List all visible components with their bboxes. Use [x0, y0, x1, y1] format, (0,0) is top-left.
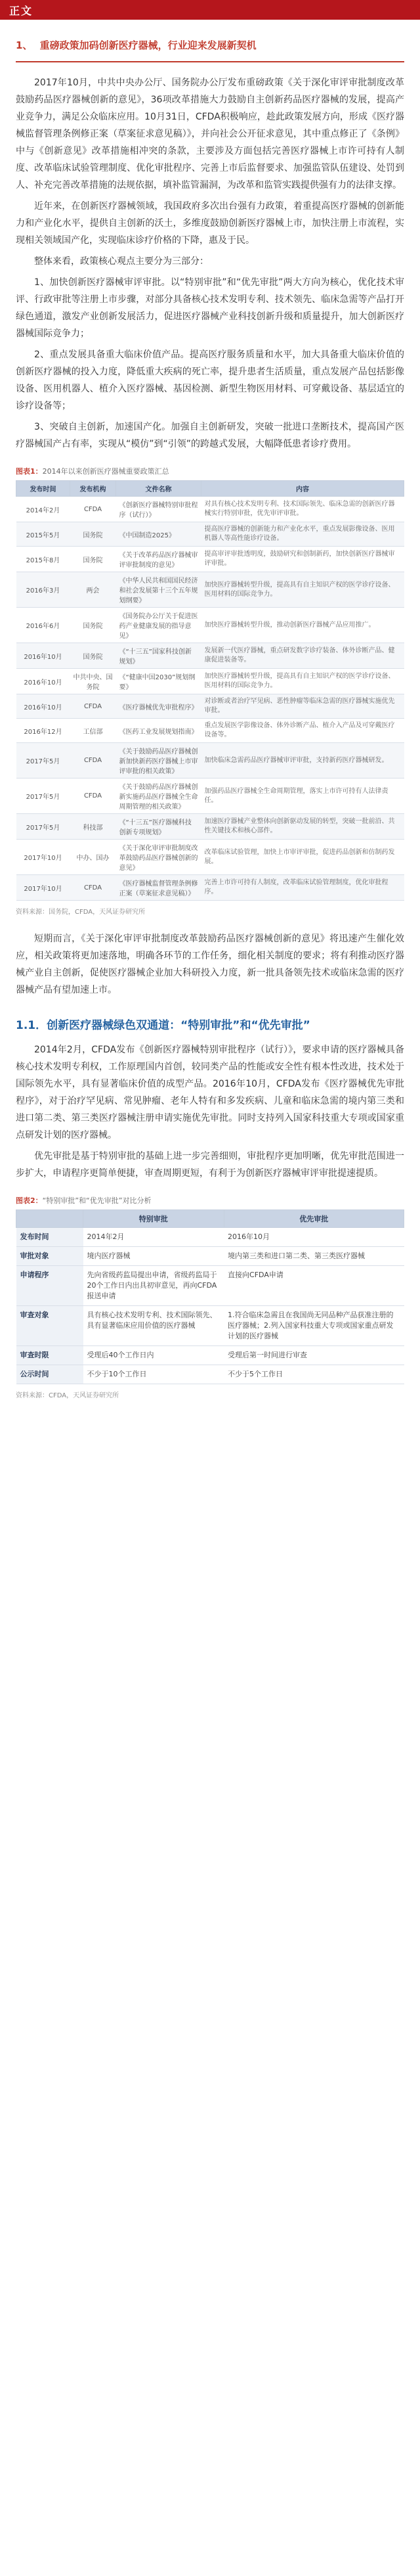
- table-row: [16, 1306, 404, 1346]
- figure-label: 图表2：: [16, 1196, 43, 1205]
- row-header-cell: 申请程序: [16, 1266, 83, 1306]
- table-row: [16, 669, 404, 694]
- table-cell: 境内医疗器械: [83, 1247, 224, 1266]
- table-cell: 《医疗器械监督管理条例修正案（草案征求意见稿）》: [116, 875, 201, 901]
- table-cell: 《中国制造2025》: [116, 522, 201, 547]
- table-cell: 《医疗器械优先审批程序》: [116, 694, 201, 719]
- figure-title: “特别审批”和“优先审批”对比分析: [42, 1196, 152, 1205]
- table-cell: 《国务院办公厅关于促进医药产业健康发展的指导意见》: [116, 608, 201, 643]
- comparison-table: [16, 1209, 404, 1384]
- table-cell: 国务院: [70, 643, 116, 669]
- table-cell: 《关于深化审评审批制度改革鼓励药品医疗器械创新的意见》: [116, 840, 201, 875]
- table-header: 内容: [201, 481, 404, 497]
- table-cell: 加速医疗器械产业整体向创新驱动发展的转型，突破一批前沿、共性关键技术和核心部件。: [201, 814, 404, 840]
- table-row: [16, 694, 404, 719]
- paragraph: 1、加快创新医疗器械审评审批。以“特别审批”和“优先审批”两大方向为核心，优化技术审评、行政审批等注册上市步骤，对部分具备核心技术发明专利、技术领先、临床急需等产品打开绿色通道，激发产业创新发展活力，促进医疗器械产业科技创新升级和质量提升，加大创新医疗器械国际竞争力；: [16, 277, 404, 339]
- table-cell: 加快医疗器械转型升级，提高具有自主知识产权的医学诊疗设备、医用材料的国际竞争力。: [201, 572, 404, 608]
- table-cell: CFDA: [70, 875, 116, 901]
- table-cell: 2017年5月: [16, 814, 70, 840]
- table-cell: 先向省级药监局提出申请，省级药监局于20个工作日内出具初审意见，再向CFDA报送申请: [83, 1266, 224, 1306]
- table-cell: CFDA: [70, 743, 116, 779]
- table-cell: 2015年8月: [16, 547, 70, 572]
- paragraph: 整体来看，政策核心观点主要分为三部分：: [34, 256, 209, 267]
- table-cell: 2016年10月: [16, 694, 70, 719]
- paragraph: 2、重点发展具备重大临床价值产品。提高医疗服务质量和水平，加大具备重大临床价值的创新医疗器械的投入力度，降低重大疾病的死亡率，提升患者生活质量，重点发展产品包括影像设备、医用机器人、植介入医疗器械、基因检测、新型生物医用材料、可穿戴设备、基层适宜的诊疗设备等；: [16, 350, 404, 411]
- table-cell: 2016年10月: [16, 643, 70, 669]
- section-divider: [16, 61, 404, 62]
- row-header-cell: 审批对象: [16, 1247, 83, 1266]
- table-cell: 《医药工业发展规划指南》: [116, 719, 201, 743]
- table-cell: 国务院: [70, 522, 116, 547]
- table-row: [16, 875, 404, 901]
- table-cell: 中共中央、国务院: [70, 669, 116, 694]
- table-row: [16, 522, 404, 547]
- paragraph: 短期而言，《关于深化审评审批制度改革鼓励药品医疗器械创新的意见》将迅速产生催化效应，相关政策将更加速落地，明确各环节的工作任务，细化相关制度的要求；将有利推动医疗器械产业自主创新，促使医疗器械企业加大科研投入力度，新一批具备领先技术或临床急需的医疗器械产品有望加速上市。: [16, 934, 404, 995]
- paragraph: 3、突破自主创新，加速国产化。加强自主创新研发，突破一批进口垄断技术，提高国产医疗器械国产占有率，实现从“模仿”到“引领”的跨越式发展，大幅降低患者诊疗费用。: [16, 422, 404, 449]
- table-row: [16, 1228, 404, 1247]
- table-cell: 2016年6月: [16, 608, 70, 643]
- table-cell: CFDA: [70, 497, 116, 522]
- table-row: [16, 1247, 404, 1266]
- table-cell: 2016年10月: [224, 1228, 404, 1247]
- row-header-cell: 审查对象: [16, 1306, 83, 1346]
- table-cell: 加强药品医疗器械全生命周期管理，落实上市许可持有人法律责任。: [201, 779, 404, 814]
- table-row: [16, 840, 404, 875]
- table-row: [16, 608, 404, 643]
- summary-block: [16, 930, 404, 999]
- figure-2-source: 资料来源：CFDA，天风证券研究所: [16, 1392, 119, 1399]
- table-header: 文件名称: [116, 481, 201, 497]
- table-cell: 加快医疗器械转型升级，提高具有自主知识产权的医学诊疗设备、医用材料的国际竞争力。: [201, 669, 404, 694]
- table-cell: 2016年3月: [16, 572, 70, 608]
- row-header-cell: 公示时间: [16, 1365, 83, 1384]
- table-row: [16, 779, 404, 814]
- paragraph: 2017年10月，中共中央办公厅、国务院办公厅发布重磅政策《关于深化审评审批制度改革鼓励药品医疗器械创新的意见》，36项改革措施大力鼓励自主创新药品医疗器械的发展，提高产业竞争力，满足公众临床应用。10月31日，CFDA积极响应，趁此政策发展方向，形成《医疗器械监督管理条例修正案（草案征求意见稿）》，并向社会公开征求意见，其中重点修正了《条例》中与《创新意见》改革措施相冲突的条款，主要涉及方面包括完善医疗器械上市许可持有人制度、改革临床试验管理制度、优化审批程序、完善上市后监督要求、加强监管队伍建设、处罚到人、补充完善改革措施的法规依据，填补监管漏洞，为改革和监管实践提供强有力的法律支撑。: [16, 78, 404, 191]
- table-cell: 2017年10月: [16, 875, 70, 901]
- table-cell: 提高医疗器械的创新能力和产业化水平，重点发展影像设备、医用机器人等高性能诊疗设备。: [201, 522, 404, 547]
- policy-table: [16, 480, 404, 901]
- row-header-cell: 发布时间: [16, 1228, 83, 1247]
- subsection-1-1-title: 1.1．创新医疗器械绿色双通道：“特别审批”和“优先审批”: [16, 1019, 310, 1032]
- table-cell: 工信部: [70, 719, 116, 743]
- table-cell: 不少于10个工作日: [83, 1365, 224, 1384]
- table-cell: 国务院: [70, 608, 116, 643]
- table-cell: 1.符合临床急需且在我国尚无同品种产品获准注册的医疗器械；2.列入国家科技重大专项或国家重点研发计划的医疗器械: [224, 1306, 404, 1346]
- table-cell: 受理后第一时间进行审查: [224, 1346, 404, 1365]
- table-cell: 2014年2月: [83, 1228, 224, 1247]
- table-cell: 改革临床试验管理，加快上市审评审批，促进药品创新和仿制药发展。: [201, 840, 404, 875]
- figure-1-caption: [16, 466, 404, 476]
- paragraph: 2014年2月，CFDA发布《创新医疗器械特别审批程序（试行）》，要求申请的医疗器械具备核心技术发明专利权，工作原理国内首创，较同类产品的性能或安全性有根本性改进，技术处于国际领先水平，具有显著临床价值的成型产品。2016年10月，CFDA发布《医疗器械优先审批程序》，对于治疗罕见病、常见肿瘤、老年人特有和多发疾病、儿童和临床急需的境内第三类和进口第二类、第三类医疗器械注册申请实施优先审批。同时支持列入国家科技重大专项或国家重点研发计划的医疗器械。: [16, 1045, 404, 1141]
- table-cell: 加快临床急需药品医疗器械审评审批，支持新药医疗器械研发。: [201, 743, 404, 779]
- table-cell: 2014年2月: [16, 497, 70, 522]
- table-cell: 《关于鼓励药品医疗器械创新加快新药医疗器械上市审评审批的相关政策》: [116, 743, 201, 779]
- section-1-body: [16, 74, 404, 453]
- table-cell: 受理后40个工作日内: [83, 1346, 224, 1365]
- paragraph: 近年来，在创新医疗器械领域，我国政府多次出台强有力政策，着重提高医疗器械的创新能力和产业化水平，提供自主创新的沃土，多维度鼓励创新医疗器械上市，加快注册上市流程，实现相关领域国产化，实现临床诊疗价格的下降，惠及于民。: [16, 201, 404, 246]
- table-cell: 2017年5月: [16, 779, 70, 814]
- table-cell: 国务院: [70, 547, 116, 572]
- table-cell: 两会: [70, 572, 116, 608]
- table-cell: 《“十三五”医疗器械科技创新专项规划》: [116, 814, 201, 840]
- table-cell: CFDA: [70, 694, 116, 719]
- table-cell: 发展新一代医疗器械，重点研发数字诊疗装备、体外诊断产品、健康促进装备等。: [201, 643, 404, 669]
- table-cell: 提高审评审批透明度，鼓励研究和创制新药，加快创新医疗器械审评审批。: [201, 547, 404, 572]
- section-title-text: 重磅政策加码创新医疗器械，行业迎来发展新契机: [39, 39, 257, 51]
- row-header-cell: 审查时限: [16, 1346, 83, 1365]
- table-row: [16, 743, 404, 779]
- table-cell: 对诊断或者治疗罕见病、恶性肿瘤等临床急需的医疗器械实施优先审批。: [201, 694, 404, 719]
- subsection-1-1-body: [16, 1041, 404, 1182]
- figure-1-source: 资料来源：国务院，CFDA，天风证券研究所: [16, 909, 146, 916]
- banner-tag: 正文: [9, 4, 33, 17]
- table-header: 发布时间: [16, 481, 70, 497]
- table-cell: 不少于5个工作日: [224, 1365, 404, 1384]
- figure-2-caption: [16, 1195, 404, 1206]
- table-cell: 重点发展医学影像设备、体外诊断产品、植介入产品及可穿戴医疗设备等。: [201, 719, 404, 743]
- table-row: [16, 572, 404, 608]
- table-row: [16, 1365, 404, 1384]
- figure-title: 2014年以来创新医疗器械重要政策汇总: [42, 467, 169, 476]
- table-cell: 2017年5月: [16, 743, 70, 779]
- table-row: [16, 719, 404, 743]
- paragraph: 优先审批是基于特别审批的基础上进一步完善细则，审批程序更加明晰，优先审批范围进一步扩大，申请程序更简单便捷，审查周期更短，有利于为创新医疗器械审评审批提速提质。: [16, 1151, 404, 1179]
- table-cell: 《中华人民共和国国民经济和社会发展第十三个五年规划纲要》: [116, 572, 201, 608]
- table-cell: 2015年5月: [16, 522, 70, 547]
- table-row: [16, 814, 404, 840]
- table-row: [16, 643, 404, 669]
- table-cell: 《创新医疗器械特别审批程序（试行）》: [116, 497, 201, 522]
- comparison-table-body: [16, 1228, 404, 1384]
- table-cell: 对具有核心技术发明专利、技术国际领先、临床急需的创新医疗器械实行特别审批，优先审评审批。: [201, 497, 404, 522]
- table-cell: 2017年10月: [16, 840, 70, 875]
- table-header: 特别审批: [83, 1210, 224, 1228]
- table-row: [16, 497, 404, 522]
- table-row: [16, 1266, 404, 1306]
- table-header: [16, 1210, 83, 1228]
- table-row: [16, 1346, 404, 1365]
- policy-table-body: [16, 497, 404, 901]
- table-cell: 《关于鼓励药品医疗器械创新实施药品医疗器械全生命周期管理的相关政策》: [116, 779, 201, 814]
- table-cell: 2016年12月: [16, 719, 70, 743]
- table-cell: CFDA: [70, 779, 116, 814]
- table-cell: 中办、国办: [70, 840, 116, 875]
- table-row: [16, 547, 404, 572]
- table-header: 发布机构: [70, 481, 116, 497]
- table-cell: 《“健康中国2030”规划纲要》: [116, 669, 201, 694]
- figure-label: 图表1：: [16, 467, 43, 476]
- section-1-title: [16, 38, 404, 52]
- section-number: 1、: [16, 39, 33, 51]
- table-cell: 加快医疗器械转型升级，推动创新医疗器械产品应用推广。: [201, 608, 404, 643]
- table-cell: 完善上市许可持有人制度，改革临床试验管理制度，优化审批程序。: [201, 875, 404, 901]
- table-header: 优先审批: [224, 1210, 404, 1228]
- table-cell: 2016年10月: [16, 669, 70, 694]
- table-header-row: [16, 481, 404, 497]
- table-cell: 《关于改革药品医疗器械审评审批制度的意见》: [116, 547, 201, 572]
- table-cell: 具有核心技术发明专利、技术国际领先、具有显著临床应用价值的医疗器械: [83, 1306, 224, 1346]
- table-cell: 科技部: [70, 814, 116, 840]
- table-cell: 直接向CFDA申请: [224, 1266, 404, 1306]
- header-banner: [0, 0, 420, 20]
- table-header-row: [16, 1210, 404, 1228]
- table-cell: 境内第三类和进口第二类、第三类医疗器械: [224, 1247, 404, 1266]
- table-cell: 《“十三五”国家科技创新规划》: [116, 643, 201, 669]
